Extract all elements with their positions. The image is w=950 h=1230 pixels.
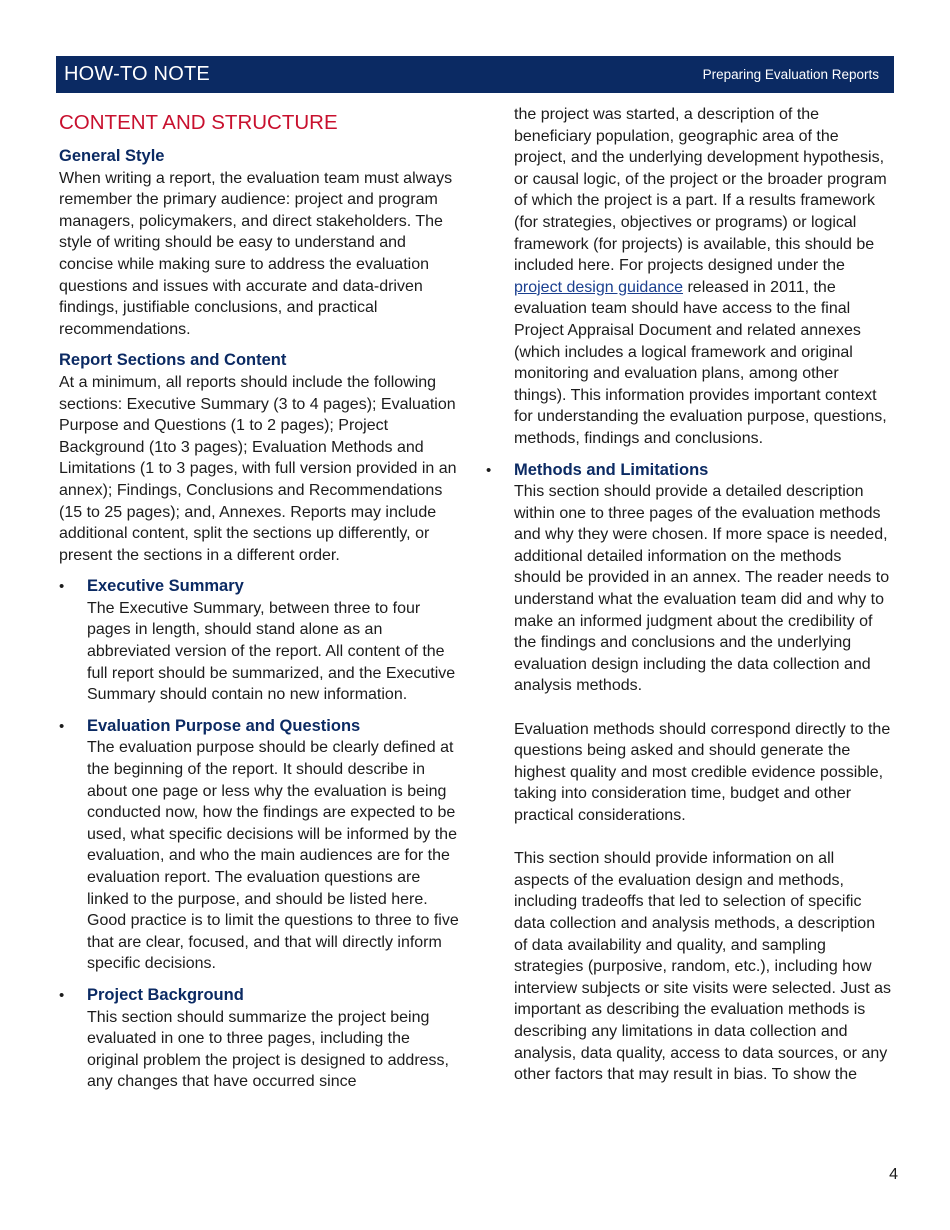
general-style-text: When writing a report, the evaluation team must always remember the primary audience: project and program managers, policymakers, and direct stakeholders. The style of writing should be easy to understand and concise while making sure to address the evaluation questions and issues with accurate and data-driven findings, justifiable conclusions, and practical recommendations. bbox=[59, 169, 453, 338]
paragraph-gap bbox=[514, 697, 892, 719]
header-bar bbox=[56, 56, 894, 93]
methods-paragraph-3: This section should provide information on all aspects of the evaluation design and methods, including tradeoffs that led to selection of specific data collection and analysis methods, a description of data availability and quality, and sampling strategies (purposive, random, etc.), including how interview subjects or site visits were selected. Just as important as describing the evaluation methods is describing any limitations in data collection and analysis, data quality, access to data sources, or any other factors that may result in bias. To show the bbox=[514, 850, 892, 1084]
bullet-icon: • bbox=[59, 986, 65, 1004]
methods-heading: Methods and Limitations bbox=[514, 460, 709, 479]
methods-paragraph-1: This section should provide a detailed description within one to three pages of the evaluation methods and why they were chosen. If more space is needed, additional detailed information on the methods should be provided in an annex. The reader needs to understand what the evaluation team did and why to make an informed judgment about the credibility of the findings and conclusions and the underlying evaluation design including the data collection and analysis methods. bbox=[514, 483, 890, 695]
left-column bbox=[59, 104, 461, 1103]
header-doc-title: Preparing Evaluation Reports bbox=[702, 67, 879, 82]
project-background-continuation-text bbox=[514, 104, 892, 450]
bullet-icon: • bbox=[59, 578, 65, 596]
project-background-continuation bbox=[486, 104, 892, 450]
executive-summary-text: The Executive Summary, between three to four pages in length, should stand alone as an abbreviated version of the report. All content of the full report should be summarized, and the Executive Summary should contain no new information. bbox=[87, 599, 456, 704]
executive-summary-heading: Executive Summary bbox=[87, 577, 244, 596]
general-style-heading: General Style bbox=[59, 147, 165, 165]
paragraph-gap bbox=[514, 827, 892, 849]
evaluation-purpose-text: The evaluation purpose should be clearly defined at the beginning of the report. It should describe in about one page or less why the evaluation is being conducted now, how the findings are expected to be used, what specific decisions will be informed by the evaluation, and who the main audiences are for the evaluation report. The evaluation questions are linked to the purpose, and should be listed here. Good practice is to limit the questions to three to five that are clear, focused, and that will directly inform specific decisions. bbox=[87, 739, 459, 973]
bullet-icon: • bbox=[59, 717, 65, 735]
methods-paragraph-2: Evaluation methods should correspond directly to the questions being asked and should generate the highest quality and most credible evidence possible, taking into consideration time, budget and other practical considerations. bbox=[514, 720, 891, 824]
list-item-project-background bbox=[59, 985, 461, 1093]
project-background-heading: Project Background bbox=[87, 985, 244, 1004]
list-item-evaluation-purpose bbox=[59, 716, 461, 975]
right-column bbox=[486, 104, 892, 1096]
header-title: HOW-TO NOTE bbox=[64, 63, 210, 85]
page-number: 4 bbox=[889, 1166, 898, 1183]
list-item-executive-summary bbox=[59, 576, 461, 706]
bullet-icon: • bbox=[486, 461, 492, 479]
project-background-text: This section should summarize the project being evaluated in one to three pages, including the original problem the project is designed to address, any changes that have occurred since bbox=[87, 1008, 449, 1091]
section-title: CONTENT AND STRUCTURE bbox=[59, 111, 338, 134]
report-sections-text: At a minimum, all reports should include the following sections: Executive Summary (3 to 4 pages); Evaluation Purpose and Questions (1 to 2 pages); Project Background (1to 3 pages); Evaluation Methods and Limitations (1 to 3 pages, with full version provided in an annex); Findings, Conclusions and Recommendations (15 to 25 pages); and, Annexes. Reports may include additional content, split the sections up differently, or present the sections in a different order. bbox=[59, 373, 457, 564]
evaluation-purpose-heading: Evaluation Purpose and Questions bbox=[87, 716, 361, 735]
list-item-methods-limitations bbox=[486, 460, 892, 1086]
continuation-before-link: the project was started, a description of the beneficiary population, geographic area of the project, and the underlying development hypothesis, or causal logic, of the project or the broader program of which the project is a part. If a results framework (for strategies, objectives or programs) or logical framework (for projects) is available, this should be included here. For projects designed under the bbox=[514, 106, 887, 275]
report-sections-heading: Report Sections and Content bbox=[59, 351, 287, 370]
project-design-guidance-link[interactable]: project design guidance bbox=[514, 278, 684, 296]
continuation-after-link: released in 2011, the evaluation team should have access to the final Project Appraisal Document and related annexes (which includes a logical framework and original monitoring and evaluation plans, among other things). This information provides important context for understanding the evaluation purpose, questions, methods, findings and conclusions. bbox=[514, 278, 887, 447]
